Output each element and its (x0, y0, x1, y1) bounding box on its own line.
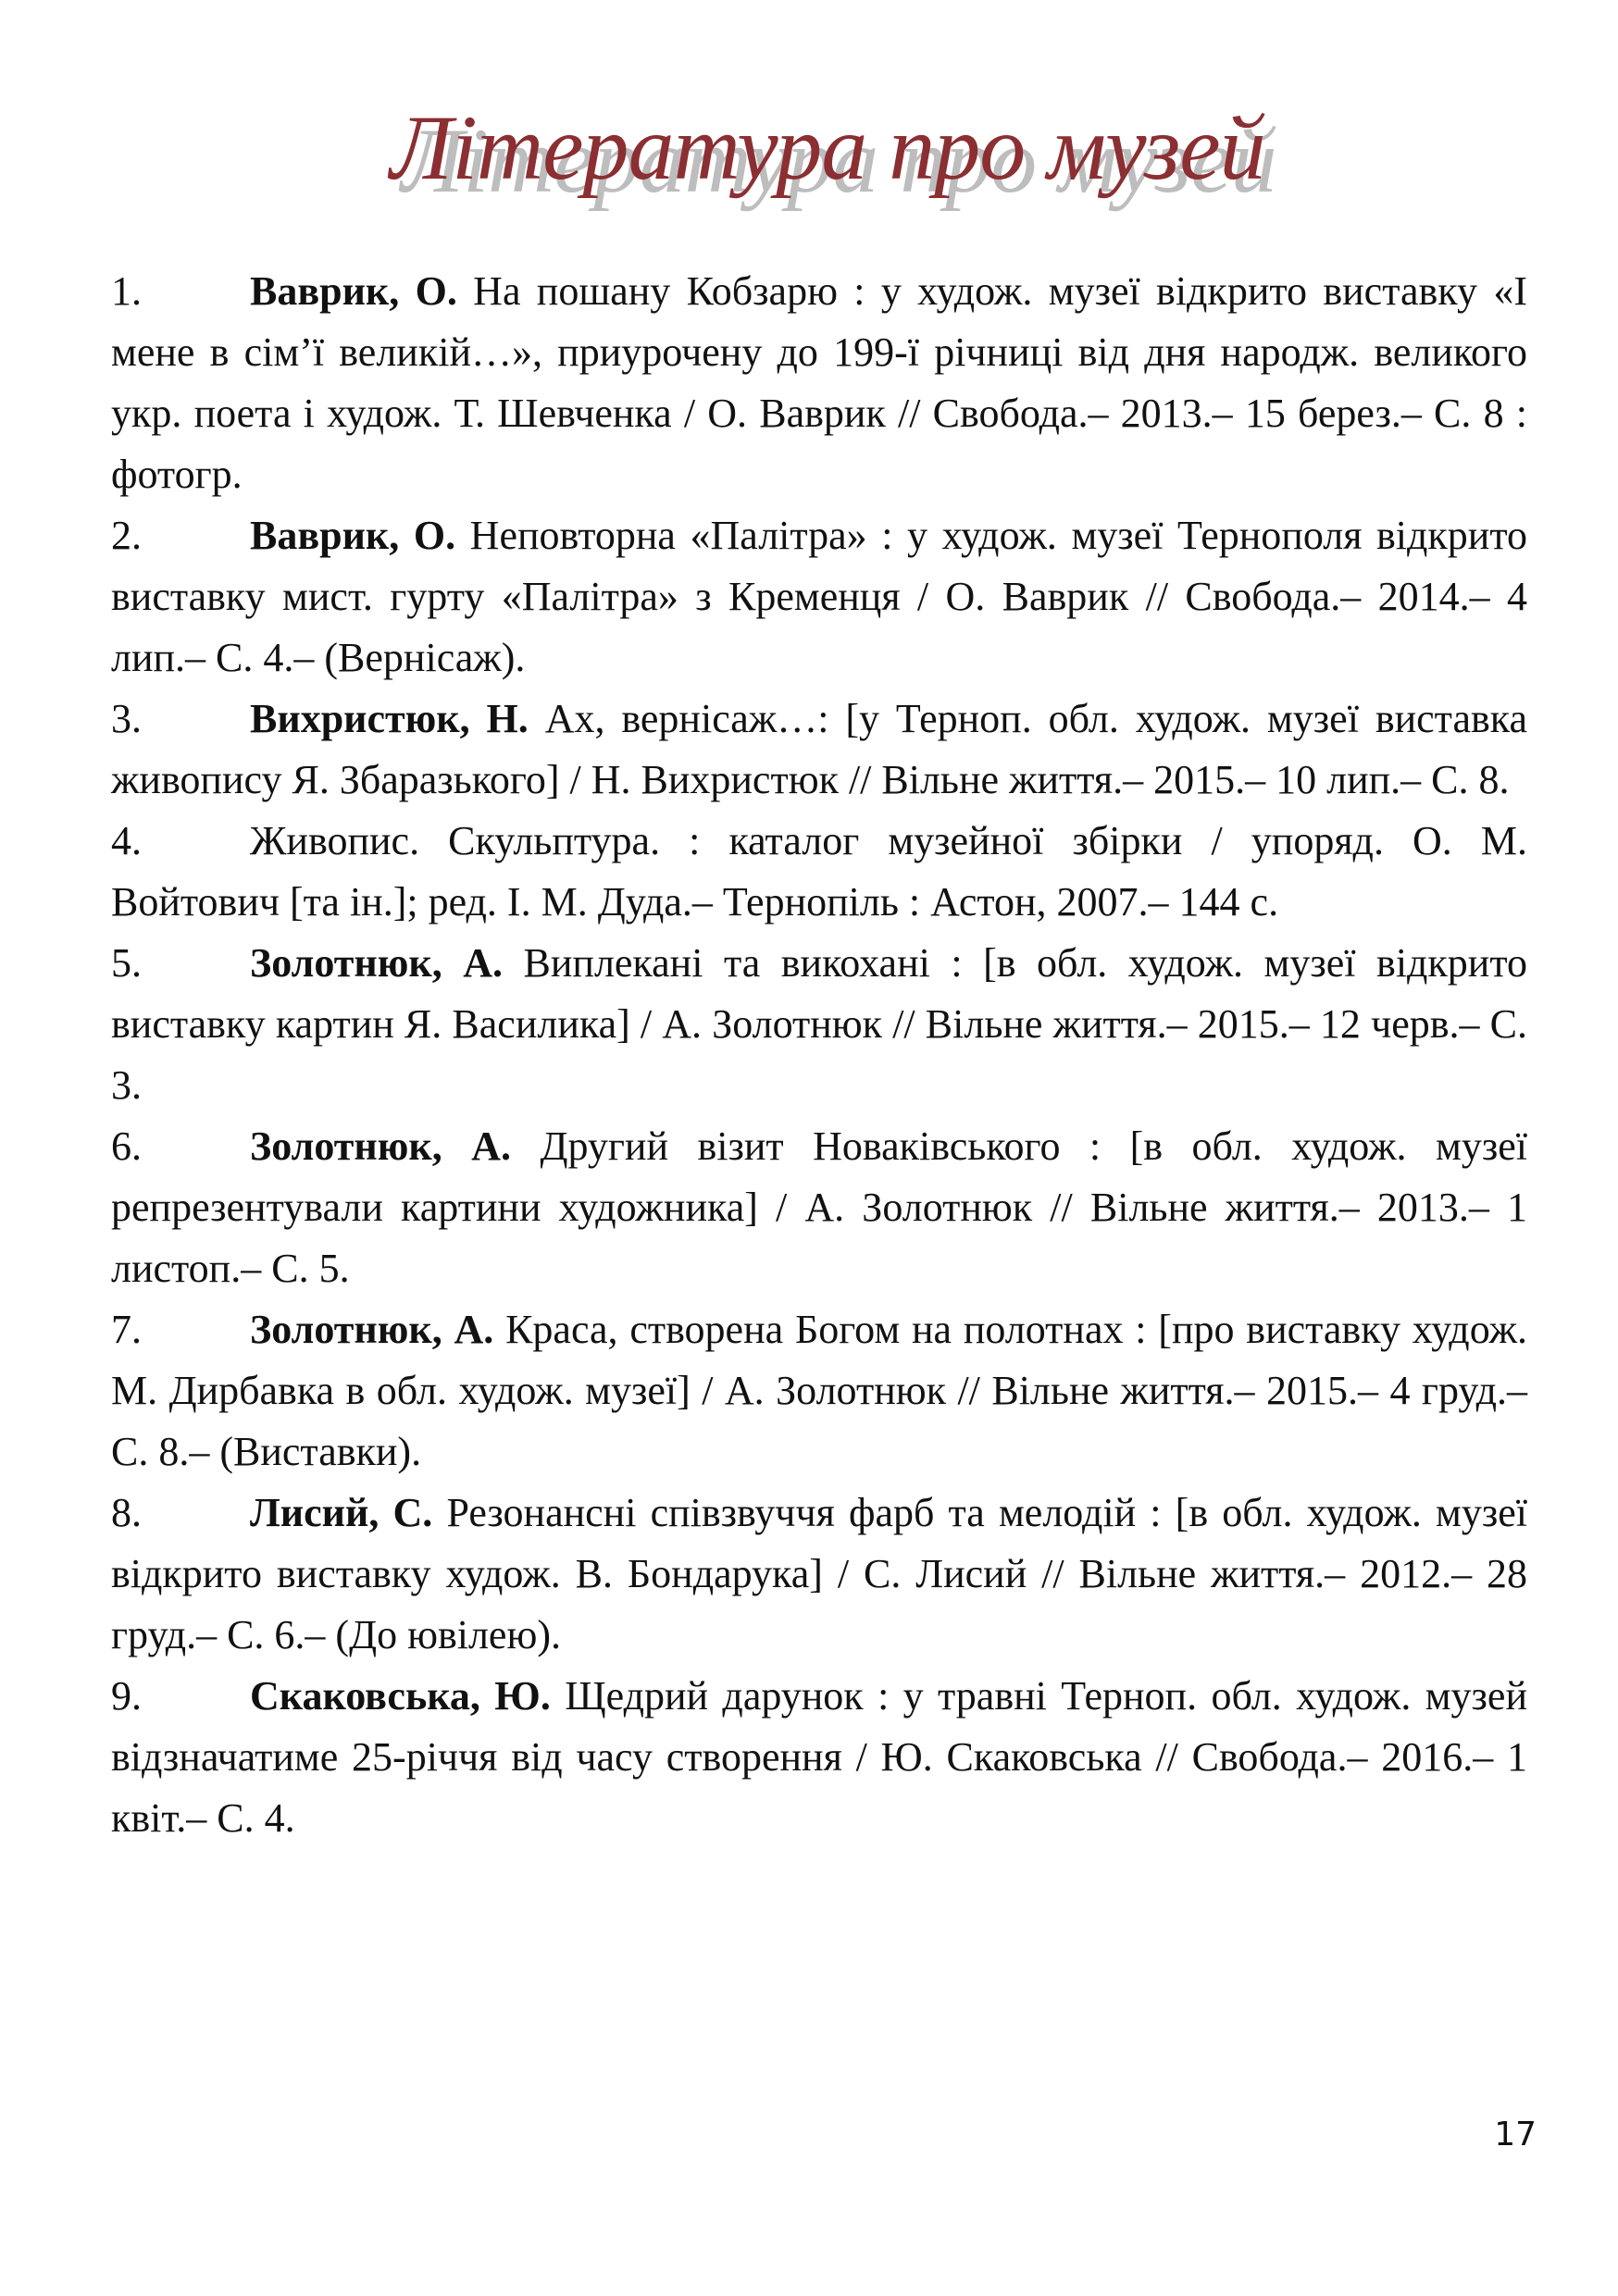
entry-number: 7. (111, 1307, 142, 1352)
entry-text: Резонансні співзвуччя фарб та мелодій : [в обл. худож. музеї відкрито виставку худож. В. Бондарука] / С. Лисий // Вільне життя.– 2012.– 28 груд.– С. 6.– (До ювілею). (111, 1490, 1527, 1657)
bibliography-entry (111, 1116, 1527, 1299)
entry-author: Ваврик, О. (250, 268, 457, 314)
bibliography-entry (111, 1299, 1527, 1483)
entry-number: 9. (111, 1673, 142, 1719)
entry-author: Ваврик, О. (250, 513, 456, 558)
entry-text: На пошану Кобзарю : у худож. музеї відкрито виставку «І мене в сім’ї великій…», приурочену до 199-ї річниці від дня народж. великого укр. поета і худож. Т. Шевченка / О. Ваврик // Свобода.– 2013.– 15 берез.– С. 8 : фотогр. (111, 268, 1527, 497)
heading-container (0, 88, 1618, 217)
bibliography-list (111, 261, 1527, 1849)
entry-text: Виплекані та викохані : [в обл. худож. музеї відкрито виставку картин Я. Василика] / А. Золотнюк // Вільне життя.– 2015.– 12 черв.– С. 3. (111, 940, 1528, 1108)
page-heading: Література про музей (390, 96, 1265, 199)
entry-text: Краса, створена Богом на полотнах : [про виставку худож. М. Дирбавка в обл. худож. музеї] / А. Золотнюк // Вільне життя.– 2015.– 4 груд.– С. 8.– (Виставки). (111, 1307, 1528, 1474)
entry-author: Золотнюк, А. (250, 1123, 511, 1169)
bibliography-entry (111, 811, 1527, 933)
bibliography-entry (111, 933, 1527, 1116)
entry-number: 3. (111, 696, 142, 741)
bibliography-entry (111, 689, 1527, 811)
entry-text: Живопис. Скульптура. : каталог музейної збірки / упоряд. О. М. Войтович [та ін.]; ред. І. М. Дуда.– Тернопіль : Астон, 2007.– 144 с. (111, 818, 1527, 925)
entry-text: Щедрий дарунок : у травні Терноп. обл. худож. музей відзначатиме 25-річчя від часу створення / Ю. Скаковська // Свобода.– 2016.– 1 квіт.– С. 4. (111, 1673, 1528, 1841)
page-number: 17 (1494, 2116, 1537, 2153)
entry-author: Лисий, С. (250, 1490, 433, 1535)
entry-text: Неповторна «Палітра» : у худож. музеї Тернополя відкрито виставку мист. гурту «Палітра» з Кременця / О. Ваврик // Свобода.– 2014.– 4 лип.– С. 4.– (Вернісаж). (111, 513, 1527, 680)
entry-text: Ах, вернісаж…: [у Терноп. обл. худож. музеї виставка живопису Я. Збаразького] / Н. Вихристюк // Вільне життя.– 2015.– 10 лип.– С. 8. (111, 696, 1527, 802)
entry-number: 8. (111, 1490, 142, 1535)
entry-number: 1. (111, 268, 142, 314)
entry-author: Золотнюк, А. (250, 940, 503, 986)
entry-author: Вихристюк, Н. (250, 696, 529, 741)
entry-number: 4. (111, 818, 142, 863)
bibliography-entry (111, 1666, 1527, 1849)
bibliography-entry (111, 1483, 1527, 1666)
bibliography-entry (111, 261, 1527, 505)
entry-number: 2. (111, 513, 142, 558)
bibliography-entry (111, 505, 1527, 689)
entry-text: Другий візит Новаківського : [в обл. худож. музеї репрезентували картини художника] / А. Золотнюк // Вільне життя.– 2013.– 1 листоп.– С. 5. (111, 1123, 1527, 1291)
entry-author: Скаковська, Ю. (250, 1673, 551, 1719)
entry-number: 6. (111, 1123, 142, 1169)
entry-author: Золотнюк, А. (250, 1307, 494, 1352)
entry-number: 5. (111, 940, 142, 986)
